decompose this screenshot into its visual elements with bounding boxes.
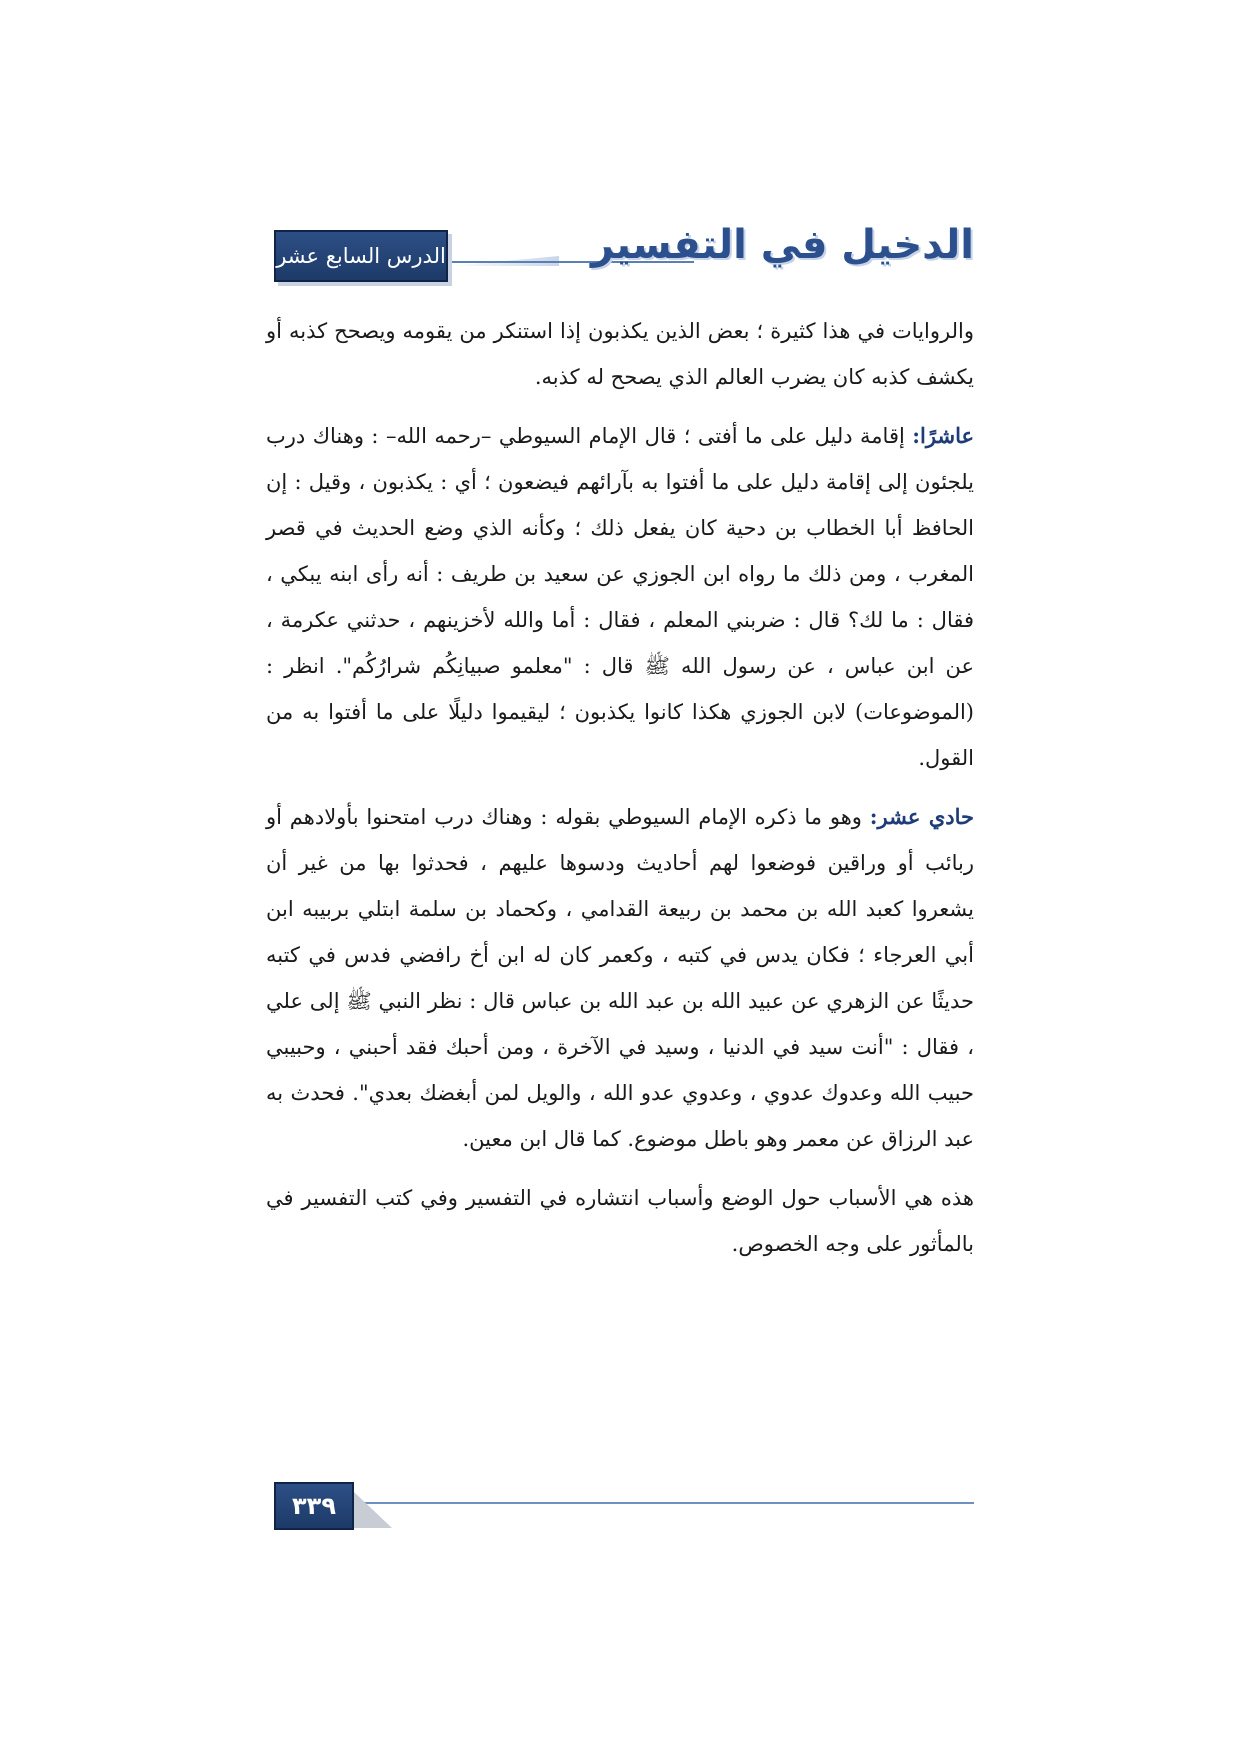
footer-rule-shadow — [354, 1492, 392, 1528]
paragraph-2 — [266, 413, 974, 781]
paragraph-3-text: وهو ما ذكره الإمام السيوطي بقوله : وهناك درب امتحنوا بأولادهم أو ربائب أو وراقين فوضعوا لهم أحاديث ودسوها عليهم ، فحدثوا بها من غير أن يشعروا كعبد الله بن محمد بن ربيعة القدامي ، وكحماد بن سلمة ابتلي بربيبه ابن أبي العرجاء ؛ فكان يدس في كتبه ، وكعمر كان له ابن أخ رافضي فدس في كتبه حديثًا عن الزهري عن عبيد الله بن عبد الله بن عباس قال : نظر النبي ﷺ إلى علي ، فقال : "أنت سيد في الدنيا ، وسيد في الآخرة ، ومن أحبك فقد أحبني ، وحبيبي حبيب الله وعدوك عدوي ، وعدوي عدو الله ، والويل لمن أبغضك بعدي". فحدث به عبد الرزاق عن معمر وهو باطل موضوع. كما قال ابن معين. — [266, 805, 974, 1151]
paragraph-4-text: هذه هي الأسباب حول الوضع وأسباب انتشاره في التفسير وفي كتب التفسير في بالمأثور على وجه الخصوص. — [266, 1186, 974, 1256]
paragraph-3 — [266, 794, 974, 1162]
paragraph-3-heading: حادي عشر: — [869, 804, 974, 829]
page-header — [274, 222, 974, 288]
lesson-badge: الدرس السابع عشر — [274, 230, 448, 282]
paragraph-4 — [266, 1175, 974, 1267]
paragraph-2-heading: عاشرًا: — [912, 423, 974, 448]
page-footer — [274, 1480, 974, 1530]
page-body — [266, 308, 974, 1280]
paragraph-2-text: إقامة دليل على ما أفتى ؛ قال الإمام السيوطي –رحمه الله– : وهناك درب يلجئون إلى إقامة دليل على ما أفتوا به بآرائهم فيضعون ؛ أي : يكذبون ، وقيل : إن الحافظ أبا الخطاب بن دحية كان يفعل ذلك ؛ وكأنه الذي وضع الحديث في قصر المغرب ، ومن ذلك ما رواه ابن الجوزي عن سعيد بن طريف : أنه رأى ابنه يبكي ، فقال : ما لك؟ قال : ضربني المعلم ، فقال : أما والله لأخزينهم ، حدثني عكرمة ، عن ابن عباس ، عن رسول الله ﷺ قال : "معلمو صبيانِكُم شرارُكُم". انظر : (الموضوعات) لابن الجوزي هكذا كانوا يكذبون ؛ ليقيموا دليلًا على ما أفتوا به من القول. — [266, 424, 974, 770]
page-number: ٣٣٩ — [274, 1482, 354, 1530]
book-title: الدخيل في التفسير — [591, 222, 974, 268]
footer-rule — [354, 1502, 974, 1504]
paragraph-1 — [266, 308, 974, 400]
paragraph-1-text: والروايات في هذا كثيرة ؛ بعض الذين يكذبون إذا استنكر من يقومه ويصحح كذبه أو يكشف كذبه كان يضرب العالم الذي يصحح له كذبه. — [266, 319, 974, 389]
